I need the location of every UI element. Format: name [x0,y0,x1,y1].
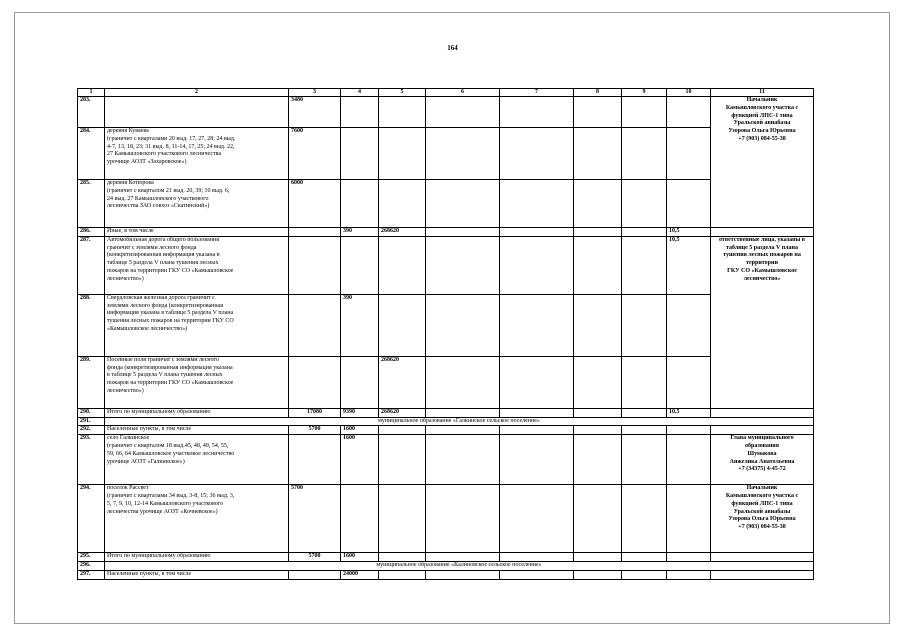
column-header: 10 [667,89,711,97]
cell-col4: 9390 [341,408,379,417]
table-row [78,435,814,485]
column-header: 6 [426,89,500,97]
row-number: 297. [78,570,105,579]
cell-col10: 10,5 [667,408,711,417]
row-number: 285. [78,180,105,228]
table-row [78,294,814,356]
responsible-contact: Глава муниципального образования Шумакова Анжелика Анатольевна +7 (34375) 4-45-72 [711,435,814,485]
responsible-contact: Начальник Камышловского участка с функцией ЛПС-1 типа Уральской авиабазы Узорова Ольга Юрьевна +7 (903) 084-55-38 [711,97,814,228]
table-row [78,426,814,435]
row-name: Посевные поля граничат с землями лесного фонда (конкретизированная информация указана в таблице 5 раздела V плана тушения лесных пожаров на территории ГКУ СО «Камышловское лесничество») [105,356,289,408]
column-header: 7 [500,89,574,97]
row-name: Автомобильная дорога общего пользования граничит с землями лесного фонда (конкретизированная информация указана в таблице 5 раздела V плана тушения лесных пожаров на территории ГКУ СО «Камышловское лесничество») [105,236,289,294]
table-row [78,236,814,294]
cell-col3: 7600 [289,128,341,180]
row-name: деревня Котюрова (граничит с кварталом 21 выд. 20, 39; 10 выд. 6; 24 выд. 27 Камышловского участкового лесничества ЗАО совхоз «Скатинский») [105,180,289,228]
row-name: Населенные пункты, в том числе [105,570,289,579]
row-number: 290. [78,408,105,417]
column-header: 9 [622,89,667,97]
cell-col5: 268620 [379,228,426,237]
table-header-row [78,89,814,97]
cell-col4: 1600 [341,553,379,562]
section-heading: муниципальное образование «Галкинское сельское поселение» [105,417,814,426]
row-name [105,97,289,128]
cell-col10: 10,5 [667,228,711,237]
row-name: поселок Рассвет (граничит с кварталами 34 выд. 3-8, 15; 36 выд. 3, 5, 7, 9, 10, 12-14 Камышловского участкового лесничества урочище АОЗТ «Кочневское») [105,485,289,553]
row-name: деревня Куваева (граничит с кварталами 20 выд. 17, 27, 28; 24 выд. 4-7, 13, 18, 23; 31 выд. 8, 11-14, 17, 25; 24 выд. 22, 27 Камышловского участкового лесничества урочище АОЗТ «Захаровское») [105,128,289,180]
column-header: 3 [289,89,341,97]
cell-col10: 10,5 [667,236,711,294]
cell-col4: 24000 [341,570,379,579]
cell-col3: 3480 [289,97,341,128]
cell-col3: 5700 [289,485,341,553]
cell-col3: 5700 [289,426,341,435]
table-row [78,356,814,408]
cell-col3: 5700 [289,553,341,562]
row-number: 287. [78,236,105,294]
responsible-contact: ответственные лица, указаны в таблице 5 раздела V плана тушения лесных пожаров на территории ГКУ СО «Камышловское лесничество» [711,236,814,408]
cell-col4: 1600 [341,426,379,435]
cell-col4: 390 [341,228,379,237]
table-row [78,128,814,180]
page-number: 164 [447,44,458,52]
table-row [78,228,814,237]
row-name: Итого по муниципальному образованию [105,408,289,417]
row-number: 294. [78,485,105,553]
row-name: Итого по муниципальному образованию [105,553,289,562]
cell-col4: 390 [341,294,379,356]
register-table [77,88,814,580]
table-row [78,408,814,417]
cell-col5: 268620 [379,408,426,417]
row-number: 295. [78,553,105,562]
column-header: 1 [78,89,105,97]
column-header: 8 [574,89,622,97]
row-number: 289. [78,356,105,408]
row-name: Свердловская железная дорога граничит с землями лесного фонда (конкретизированная информация указана в таблице 5 раздела V плана тушения лесных пожаров на территории ГКУ СО «Камышловское лесничество») [105,294,289,356]
column-header: 4 [341,89,379,97]
row-number: 291. [78,417,105,426]
column-header: 5 [379,89,426,97]
cell-col3: 6000 [289,180,341,228]
row-number: 286. [78,228,105,237]
table-row [78,561,814,570]
section-heading: муниципальное образование «Калиновское сельское поселение» [105,561,814,570]
row-number: 292. [78,426,105,435]
row-number: 283. [78,97,105,128]
row-name: Населенные пункты, в том числе [105,426,289,435]
row-number: 284. [78,128,105,180]
responsible-contact: Начальник Камышловского участка с функцией ЛПС-1 типа Уральской авиабазы Узорова Ольга Юрьевна +7 (903) 084-55-38 [711,485,814,553]
table-row [78,180,814,228]
cell-col5: 268620 [379,356,426,408]
row-number: 293. [78,435,105,485]
table-row [78,553,814,562]
cell-col3: 17080 [289,408,341,417]
row-number: 288. [78,294,105,356]
column-header: 11 [711,89,814,97]
table-row [78,417,814,426]
table-row [78,485,814,553]
cell-col4: 1600 [341,435,379,485]
column-header: 2 [105,89,289,97]
row-number: 296. [78,561,105,570]
row-name: Иные, в том числе [105,228,289,237]
row-name: село Галкинское (граничит с кварталом 18 выд.45, 48, 49, 54, 55, 59, 66, 64 Камышловское участковое лесничество урочище АОЗТ «Галкинское») [105,435,289,485]
table-row [78,570,814,579]
table-row [78,97,814,128]
